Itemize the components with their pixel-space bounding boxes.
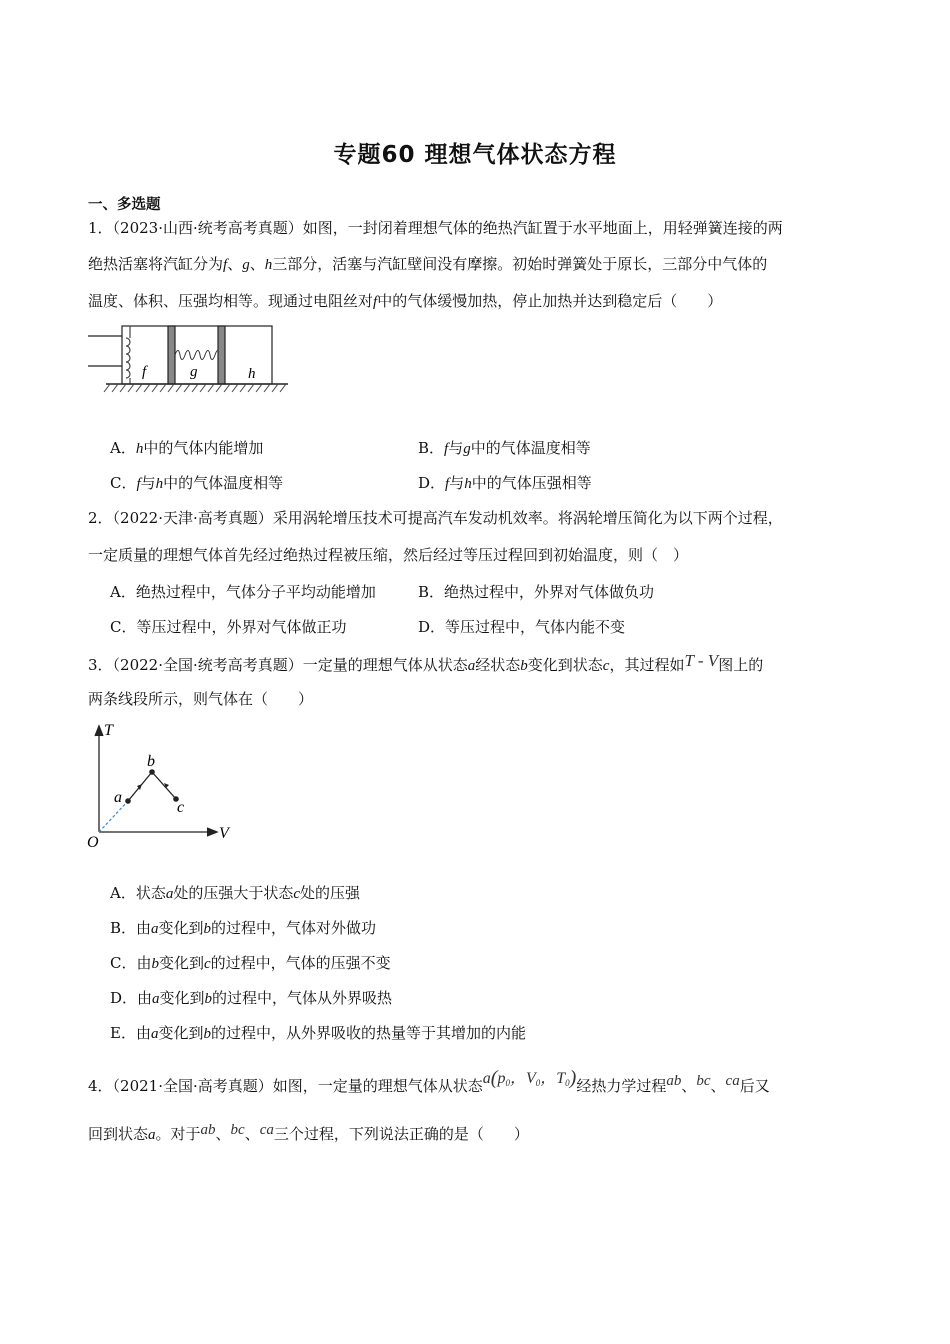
point-label-c: c (177, 799, 185, 816)
q1-option-d[interactable]: D．f与h中的气体压强相等 (418, 474, 592, 492)
section-heading: 一、多选题 (88, 197, 161, 213)
axis-label-v: V (219, 825, 229, 842)
q2-line-2: 一定质量的理想气体首先经过绝热过程被压缩，然后经过等压过程回到初始温度，则（ ） (88, 546, 689, 564)
axis-label-t: T (104, 722, 113, 739)
q3-option-c[interactable]: C．由b变化到c的过程中，气体的压强不变 (110, 954, 391, 972)
q1-cylinder-figure (88, 322, 298, 397)
q2-option-c[interactable]: C．等压过程中，外界对气体做正功 (110, 618, 347, 636)
page-title: 专题60 理想气体状态方程 (333, 142, 617, 168)
q4-line-2: 回到状态a。对于ab、bc、ca三个过程，下列说法正确的是（ ） (88, 1122, 529, 1143)
q3-option-a[interactable]: A．状态a处的压强大于状态c处的压强 (110, 884, 361, 902)
q1-line-3: 温度、体积、压强均相等。现通过电阻丝对f中的气体缓慢加热，停止加热并达到稳定后（ ） (88, 292, 723, 310)
q4-line-1: 4．（2021·全国·高考真题）如图，一定量的理想气体从状态$a(p_0$，$V_0$，$T_0$)经热力学过程ab、bc、ca后又 (88, 1067, 770, 1095)
q1-line-2: 绝热活塞将汽缸分为f、g、h三部分，活塞与汽缸壁间没有摩擦。初始时弹簧处于原长，三部分中气体的 (88, 255, 768, 273)
q3-line-1: 3．（2022·全国·统考高考真题）一定量的理想气体从状态a经状态b变化到状态c，其过程如T - V图上的 (88, 651, 764, 674)
fig-label-f: f (142, 364, 147, 380)
q2-option-b[interactable]: B．绝热过程中，外界对气体做负功 (418, 583, 655, 601)
q3-option-b[interactable]: B．由a变化到b的过程中，气体对外做功 (110, 919, 377, 937)
q1-option-b[interactable]: B．f与g中的气体温度相等 (418, 439, 591, 457)
q3-option-e[interactable]: E．由a变化到b的过程中，从外界吸收的热量等于其增加的内能 (110, 1024, 526, 1042)
q1-line-1: 1．（2023·山西·统考高考真题）如图，一封闭着理想气体的绝热汽缸置于水平地面上，用轻弹簧连接的两 (88, 219, 783, 237)
q3-tv-graph (85, 720, 235, 850)
fig-label-h: h (248, 366, 256, 382)
fig-label-g: g (190, 364, 198, 380)
q2-option-d[interactable]: D．等压过程中，气体内能不变 (418, 618, 626, 636)
q1-option-a[interactable]: A．h中的气体内能增加 (110, 439, 264, 457)
point-label-a: a (114, 789, 122, 806)
origin-label: O (87, 834, 99, 851)
q2-option-a[interactable]: A．绝热过程中，气体分子平均动能增加 (110, 583, 376, 601)
q2-line-1: 2．（2022·天津·高考真题）采用涡轮增压技术可提高汽车发动机效率。将涡轮增压简化为以下两个过程， (88, 509, 783, 527)
point-label-b: b (147, 753, 155, 770)
q1-option-c[interactable]: C．f与h中的气体温度相等 (110, 474, 284, 492)
q3-line-2: 两条线段所示，则气体在（ ） (88, 690, 314, 708)
q3-option-d[interactable]: D．由a变化到b的过程中，气体从外界吸热 (110, 989, 393, 1007)
